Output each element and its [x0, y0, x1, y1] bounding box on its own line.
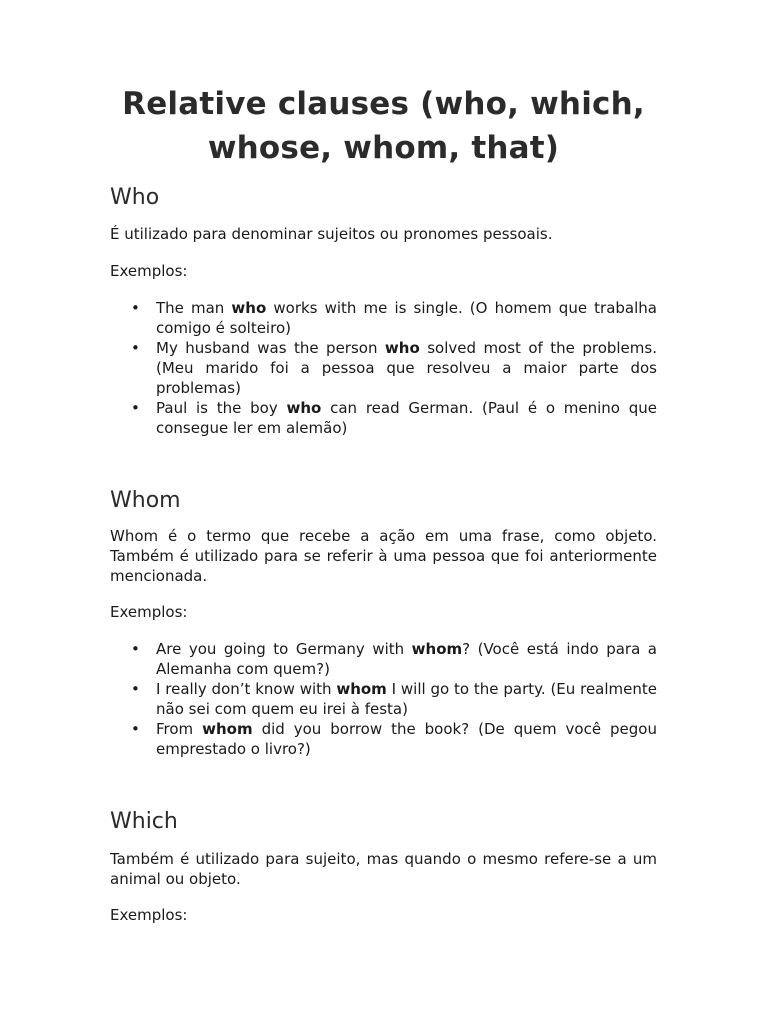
- example-text-after: I will go to the party. (Eu realmente não sei com quem eu irei à festa): [156, 680, 657, 718]
- examples-label-which: Exemplos:: [110, 906, 188, 924]
- example-text-before: The man: [156, 299, 232, 317]
- bullet-icon: •: [131, 399, 140, 417]
- bullet-icon: •: [131, 640, 140, 658]
- example-keyword: who: [384, 339, 420, 357]
- example-list-whom: [110, 639, 657, 759]
- example-keyword: who: [231, 299, 267, 317]
- example-text-after: can read German. (Paul é o menino que consegue ler em alemão): [156, 399, 657, 437]
- example-text-after: ? (Você está indo para a Alemanha com quem?): [156, 640, 657, 678]
- example-text-before: I really don’t know with: [156, 680, 337, 698]
- example-text-before: From: [156, 720, 203, 738]
- list-item: [110, 398, 657, 438]
- section-paragraph-which: Também é utilizado para sujeito, mas quando o mesmo refere-se a um animal ou objeto.: [110, 850, 657, 888]
- example-text-after: solved most of the problems. (Meu marido foi a pessoa que resolveu a maior parte dos problemas): [156, 339, 657, 397]
- example-text-before: Are you going to Germany with: [156, 640, 412, 658]
- example-keyword: whom: [411, 640, 463, 658]
- example-text-before: My husband was the person: [156, 339, 385, 357]
- bullet-icon: •: [131, 720, 140, 738]
- list-item: [110, 298, 657, 338]
- section-heading-who: Who: [110, 185, 160, 210]
- list-item: [110, 639, 657, 679]
- example-keyword: who: [286, 399, 322, 417]
- examples-label-who: Exemplos:: [110, 262, 188, 280]
- example-text-before: Paul is the boy: [156, 399, 287, 417]
- section-paragraph-whom: Whom é o termo que recebe a ação em uma frase, como objeto. Também é utilizado para se referir à uma pessoa que foi anteriormente mencionada.: [110, 527, 657, 585]
- example-text-after: works with me is single. (O homem que trabalha comigo é solteiro): [156, 299, 657, 337]
- page-title: Relative clauses (who, which, whose, whom, that): [122, 86, 645, 166]
- list-item: [110, 719, 657, 759]
- list-item: [110, 338, 657, 398]
- section-paragraph-who: É utilizado para denominar sujeitos ou pronomes pessoais.: [110, 225, 553, 243]
- list-item: [110, 679, 657, 719]
- bullet-icon: •: [131, 339, 140, 357]
- example-text-after: did you borrow the book? (De quem você pegou emprestado o livro?): [156, 720, 657, 758]
- section-heading-which: Which: [110, 809, 178, 834]
- example-list-who: [110, 298, 657, 438]
- bullet-icon: •: [131, 680, 140, 698]
- example-keyword: whom: [336, 680, 387, 698]
- section-heading-whom: Whom: [110, 488, 181, 513]
- example-keyword: whom: [202, 720, 253, 738]
- examples-label-whom: Exemplos:: [110, 603, 188, 621]
- bullet-icon: •: [131, 299, 140, 317]
